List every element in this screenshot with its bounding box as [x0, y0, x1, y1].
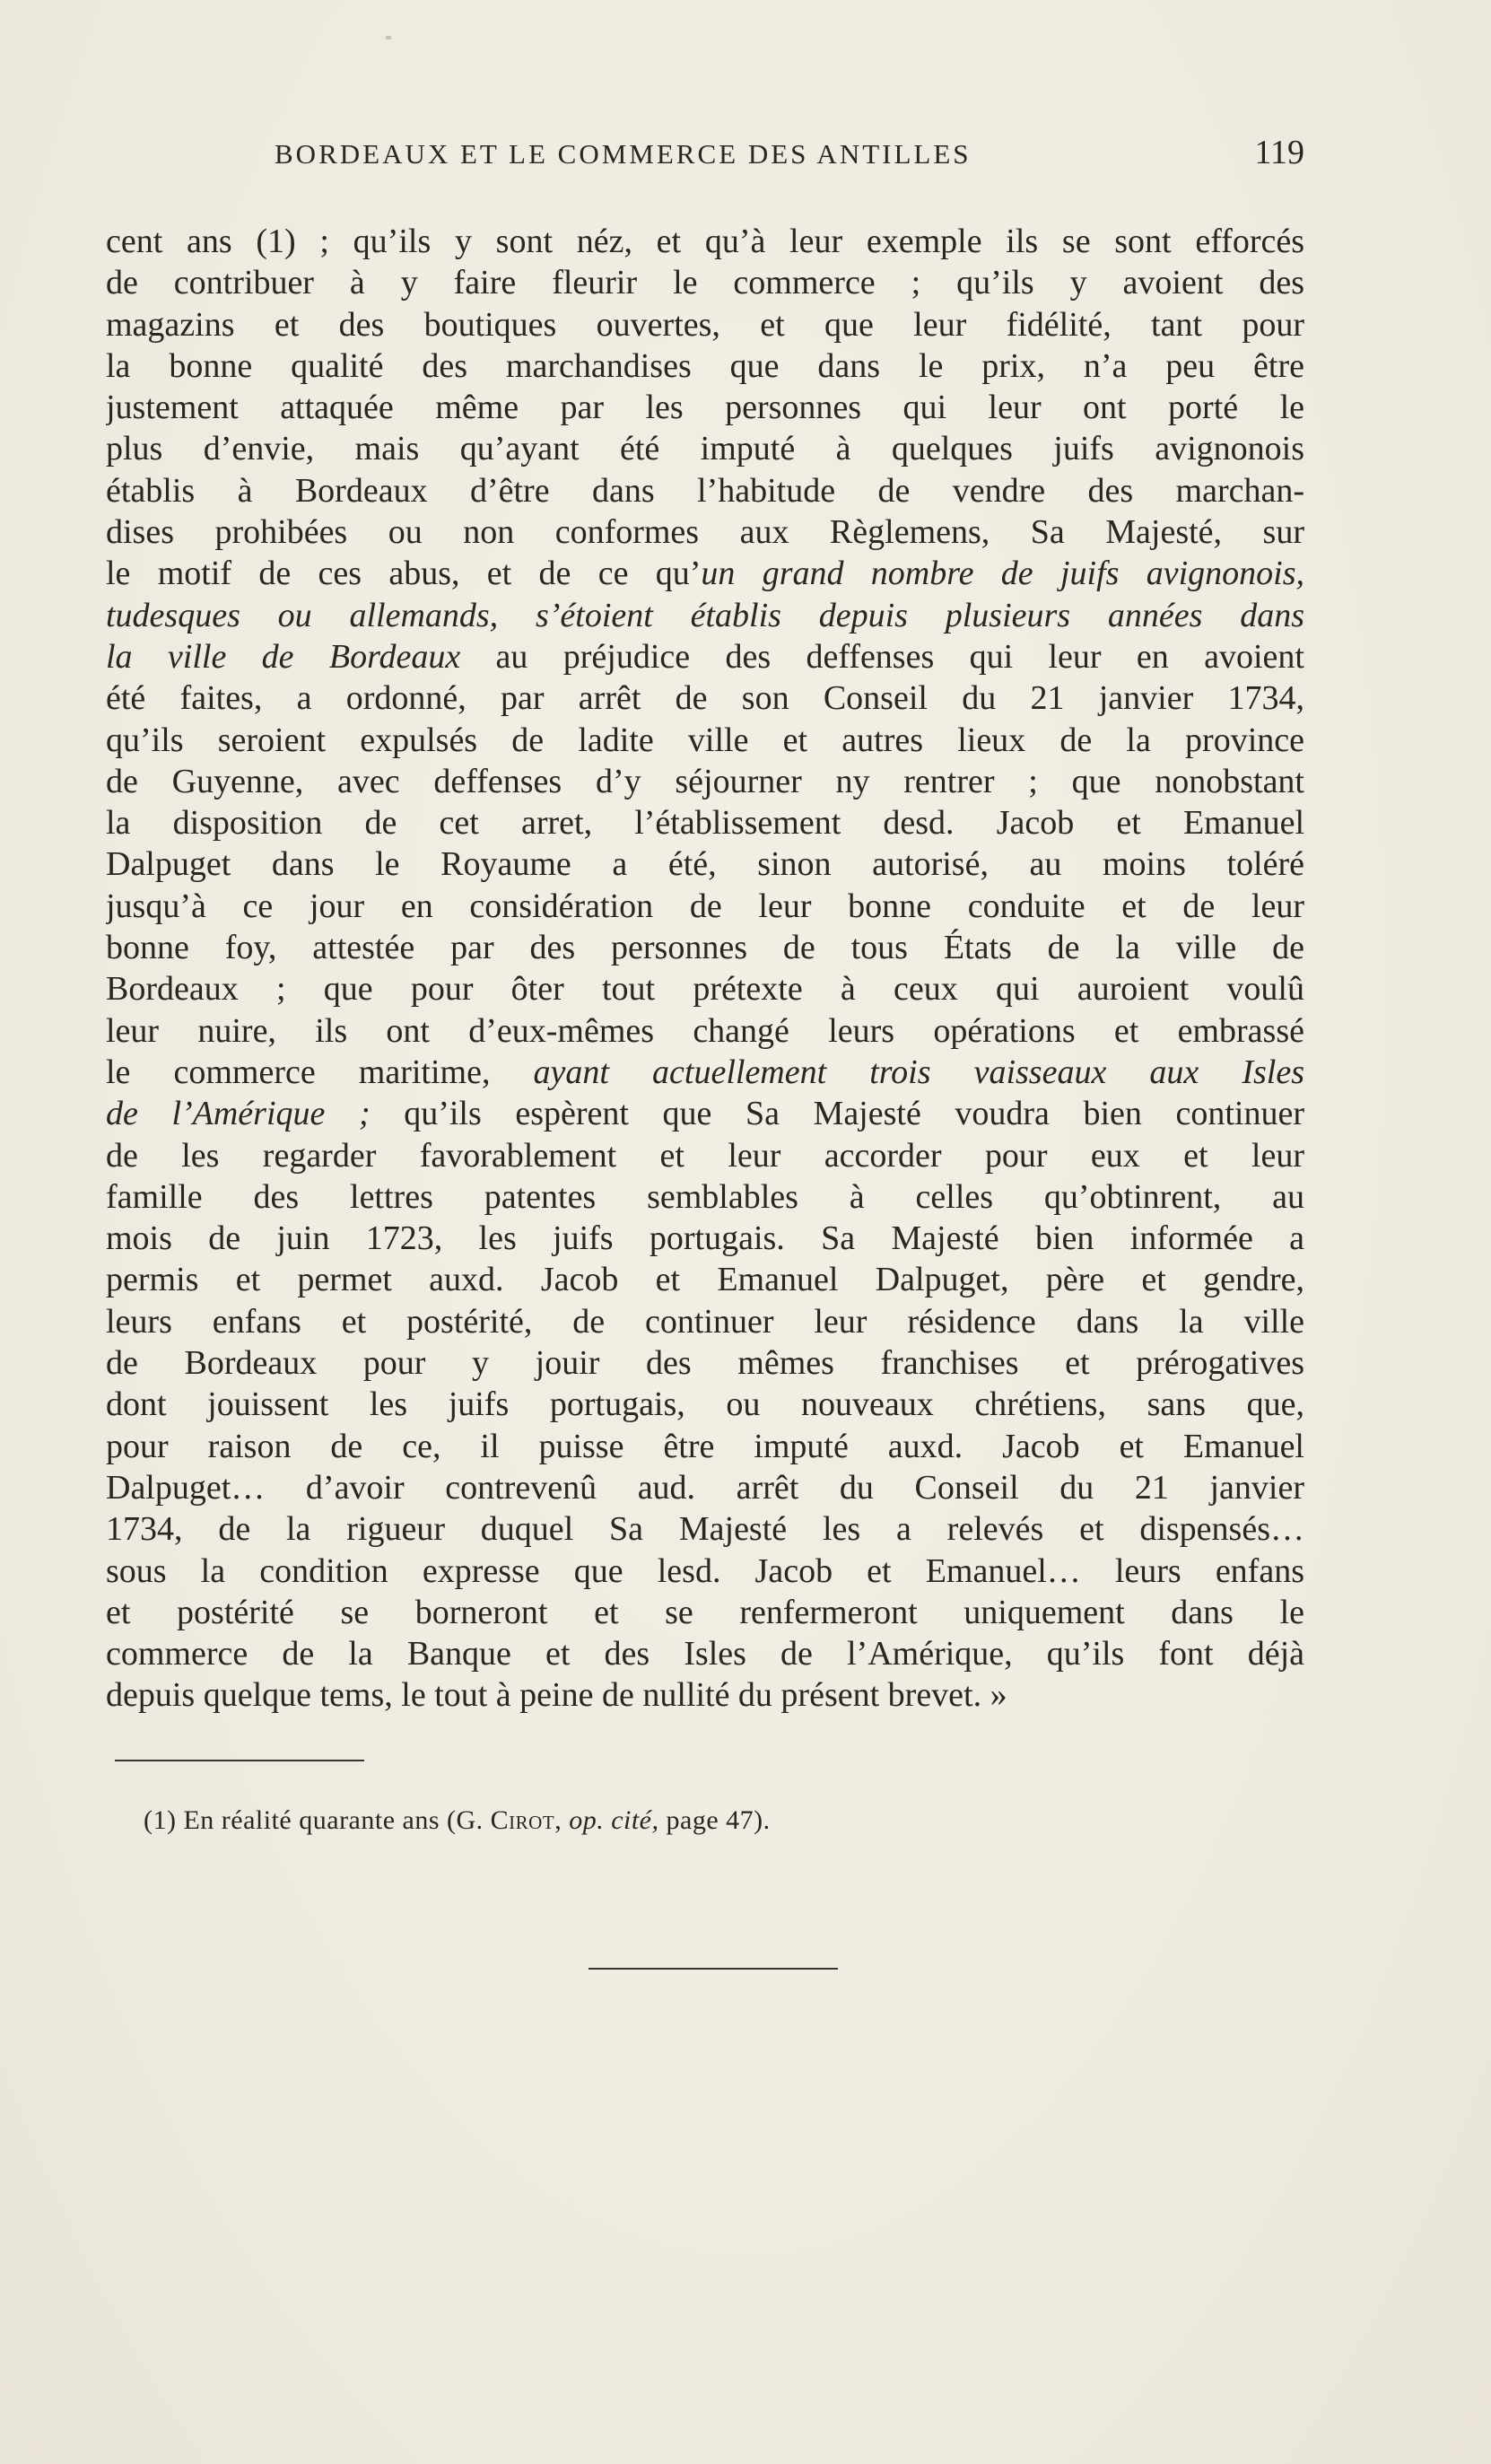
text-line: depuis quelque tems, le tout à peine de nullité du présent brevet. »	[106, 1676, 1007, 1715]
page-number: 119	[1254, 134, 1304, 171]
italic-run: un grand nombre de juifs avignonois,	[701, 555, 1304, 593]
text-line: permis et permet auxd. Jacob et Emanuel Dalpuget, père et gendre,	[106, 1261, 1304, 1299]
text-line: le motif de ces abus, et de ce qu’un grand nombre de juifs avignonois,	[106, 555, 1304, 593]
text-line: justement attaquée même par les personnes qui leur ont porté le	[106, 389, 1304, 427]
italic-run: tudesques ou allemands, s’étoient établis depuis plusieurs années dans	[106, 596, 1304, 634]
text-line: plus d’envie, mais qu’ayant été imputé à quelques juifs avignonois	[106, 430, 1304, 468]
text-line: leurs enfans et postérité, de continuer leur résidence dans la ville	[106, 1302, 1304, 1341]
text-line: jusqu’à ce jour en considération de leur bonne conduite et de leur	[106, 887, 1304, 925]
footnote-divider	[115, 1760, 364, 1761]
text-line: de contribuer à y faire fleurir le commerce ; qu’ils y avoient des	[106, 264, 1304, 302]
text-line: de l’Amérique ; qu’ils espèrent que Sa Majesté voudra bien continuer	[106, 1095, 1304, 1133]
text-line: cent ans (1) ; qu’ils y sont néz, et qu’à leur exemple ils se sont efforcés	[106, 223, 1304, 260]
text-line: mois de juin 1723, les juifs portugais. Sa Majesté bien informée a	[106, 1219, 1304, 1258]
text-line: 1734, de la rigueur duquel Sa Majesté les a relevés et dispensés…	[106, 1510, 1304, 1549]
text-line: dises prohibées ou non conformes aux Règlemens, Sa Majesté, sur	[106, 513, 1304, 552]
text-line: été faites, a ordonné, par arrêt de son Conseil du 21 janvier 1734,	[106, 679, 1304, 718]
body-text	[106, 221, 1304, 1717]
italic-run: la ville de Bordeaux	[106, 637, 461, 676]
text-line: commerce de la Banque et des Isles de l’Amérique, qu’ils font déjà	[106, 1635, 1304, 1673]
text-line: pour raison de ce, il puisse être imputé auxd. Jacob et Emanuel	[106, 1427, 1304, 1465]
text-line: dont jouissent les juifs portugais, ou nouveaux chrétiens, sans que,	[106, 1385, 1304, 1424]
running-title: BORDEAUX ET LE COMMERCE DES ANTILLES	[275, 138, 972, 170]
scan-speck	[386, 36, 391, 39]
text-line: qu’ils seroient expulsés de ladite ville et autres lieux de la province	[106, 721, 1304, 759]
text-line: Dalpuget… d’avoir contrevenû aud. arrêt du Conseil du 21 janvier	[106, 1468, 1304, 1507]
italic-run: de l’Amérique ;	[106, 1095, 371, 1133]
text-line: établis à Bordeaux d’être dans l’habitude de vendre des marchan-	[106, 471, 1304, 510]
italic-run: ayant actuellement trois vaisseaux aux Isles	[533, 1053, 1304, 1091]
text-line: le commerce maritime, ayant actuellement trois vaisseaux aux Isles	[106, 1053, 1304, 1091]
footnote-marker: (1)	[144, 1805, 177, 1835]
text-line: leur nuire, ils ont d’eux-mêmes changé leurs opérations et embrassé	[106, 1011, 1304, 1050]
footnote: (1) En réalité quarante ans (G. Cirot, op. cité, page 47).	[144, 1805, 771, 1835]
text-line: et postérité se borneront et se renfermeront uniquement dans le	[106, 1593, 1304, 1631]
text-line: la disposition de cet arret, l’établissement desd. Jacob et Emanuel	[106, 804, 1304, 843]
text-line: sous la condition expresse que lesd. Jacob et Emanuel… leurs enfans	[106, 1551, 1304, 1590]
end-divider	[589, 1968, 838, 1970]
footnote-author: Cirot	[490, 1805, 555, 1835]
footnote-text: En réalité quarante ans (G.	[176, 1805, 491, 1835]
text-line: la bonne qualité des marchandises que dans le prix, n’a peu être	[106, 346, 1304, 385]
text-line: de les regarder favorablement et leur accorder pour eux et leur	[106, 1136, 1304, 1175]
text-line	[106, 595, 1304, 636]
text-line: de Bordeaux pour y jouir des mêmes franchises et prérogatives	[106, 1344, 1304, 1383]
footnote-op-cit: op. cité,	[569, 1805, 659, 1835]
text-line: Dalpuget dans le Royaume a été, sinon autorisé, au moins toléré	[106, 845, 1304, 884]
text-line: magazins et des boutiques ouvertes, et que leur fidélité, tant pour	[106, 305, 1304, 344]
text-line: la ville de Bordeaux au préjudice des deffenses qui leur en avoient	[106, 637, 1304, 676]
text-line: de Guyenne, avec deffenses d’y séjourner ny rentrer ; que nonobstant	[106, 762, 1304, 800]
text-line: famille des lettres patentes semblables à celles qu’obtinrent, au	[106, 1177, 1304, 1216]
text-line: Bordeaux ; que pour ôter tout prétexte à ceux qui auroient voulû	[106, 970, 1304, 1009]
running-header	[106, 133, 1304, 178]
text-line: bonne foy, attestée par des personnes de tous États de la ville de	[106, 929, 1304, 967]
